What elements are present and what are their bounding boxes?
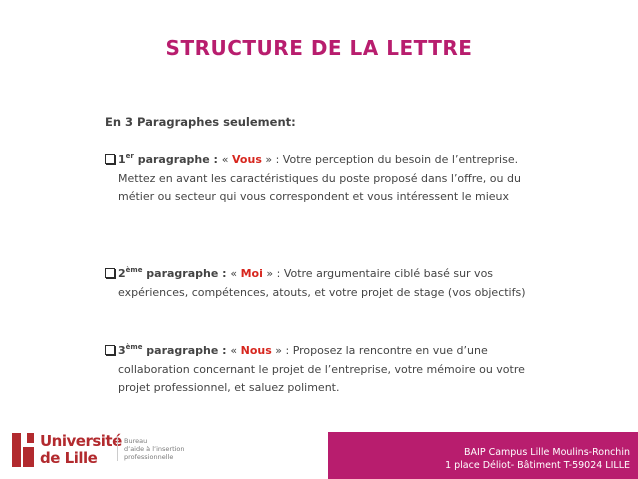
paragraph-line: projet professionnel, et saluez poliment. <box>118 381 340 394</box>
paragraph-1-heading <box>105 151 575 170</box>
paragraph-number: 3 <box>118 344 126 357</box>
open-quote: « <box>221 153 233 166</box>
paragraph-3-heading <box>105 342 575 361</box>
paragraph-ordinal: ème <box>125 266 143 274</box>
paragraph-line: Mettez en avant les caractéristiques du poste proposé dans l’offre, ou du <box>118 171 521 185</box>
paragraph-ordinal: ème <box>125 343 143 351</box>
intro-heading: En 3 Paragraphes seulement: <box>105 115 296 129</box>
paragraph-ordinal: er <box>125 152 134 160</box>
service-name-line: professionnelle <box>124 453 174 461</box>
service-name-line: d’aide à l’insertion <box>124 445 185 453</box>
service-name <box>117 437 185 461</box>
address-block <box>445 446 630 472</box>
address-line: 1 place Déliot- Bâtiment T-59024 LILLE <box>445 460 630 471</box>
university-logo <box>0 425 200 479</box>
keyword: Vous <box>232 153 262 166</box>
paragraph-number: 1 <box>118 153 126 166</box>
open-quote: « <box>230 344 241 357</box>
paragraph-label: paragraphe : <box>142 344 231 357</box>
keyword: Moi <box>240 267 263 280</box>
checkbox-bullet-icon <box>105 154 115 164</box>
paragraph-number: 2 <box>118 267 126 280</box>
paragraph-1 <box>105 151 575 207</box>
paragraph-description: » : Proposez la rencontre en vue d’une <box>271 344 488 357</box>
checkbox-bullet-icon <box>105 345 115 355</box>
keyword: Nous <box>240 344 272 357</box>
paragraph-line: collaboration concernant le projet de l’entreprise, votre mémoire ou votre <box>118 362 525 376</box>
service-name-line: Bureau <box>124 437 148 445</box>
paragraph-label: paragraphe : <box>133 153 222 166</box>
paragraph-2 <box>105 265 575 302</box>
university-name <box>40 433 122 467</box>
checkbox-bullet-icon <box>105 268 115 278</box>
address-line: BAIP Campus Lille Moulins-Ronchin <box>464 447 630 458</box>
slide-title: STRUCTURE DE LA LETTRE <box>165 36 473 60</box>
footer-address-band <box>328 432 638 479</box>
paragraph-description: » : Votre argumentaire ciblé basé sur vos <box>262 267 494 280</box>
paragraph-label: paragraphe : <box>142 267 231 280</box>
paragraph-line: expériences, compétences, atouts, et votre projet de stage (vos objectifs) <box>118 285 526 299</box>
university-name-line: de Lille <box>40 449 98 467</box>
university-name-line: Université <box>40 432 122 450</box>
paragraph-2-heading <box>105 265 575 284</box>
paragraph-description: » : Votre perception du besoin de l’entreprise. <box>261 153 519 166</box>
paragraph-line: métier ou secteur qui vous correspondent et vous intéressent le mieux <box>118 190 510 203</box>
university-logo-icon <box>12 433 34 467</box>
open-quote: « <box>230 267 241 280</box>
paragraph-3 <box>105 342 575 398</box>
